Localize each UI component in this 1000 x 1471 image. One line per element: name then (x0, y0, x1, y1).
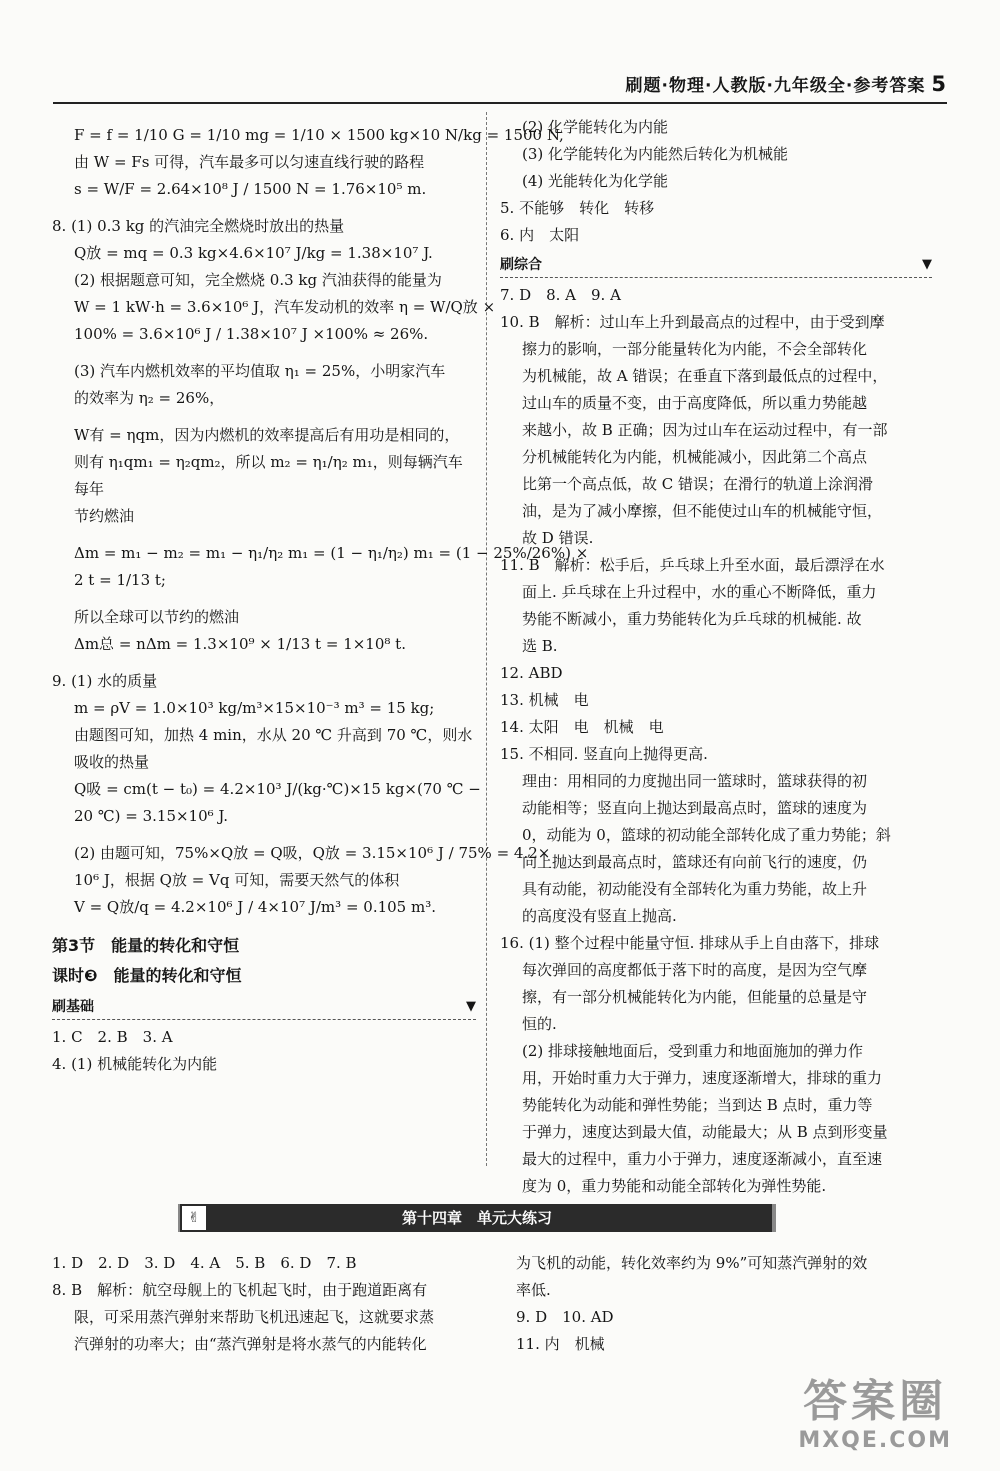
chapter-banner (178, 1204, 776, 1232)
answer-line: m = ρV = 1.0×10³ kg/m³×15×10⁻³ m³ = 15 kg; (74, 699, 435, 717)
basic-practice-heading: 刷基础 ▼ (52, 995, 476, 1020)
triangle-down-icon: ▼ (922, 257, 932, 272)
banner-title: 第十四章 单元大练习 (401, 1209, 552, 1227)
answer-line: 势能转化为动能和弹性势能；当到达 B 点时，重力等 (522, 1096, 873, 1114)
answer-line: 于弹力，速度达到最大值，动能最大；从 B 点到形变量 (522, 1123, 888, 1141)
answer-line: (4) 光能转化为化学能 (522, 172, 669, 190)
lesson-title: 课时❸ 能量的转化和守恒 (52, 966, 242, 985)
answer-line: 由题图可知，加热 4 min，水从 20 ℃ 升高到 70 ℃，则水 (74, 726, 473, 744)
answer-line: 理由：用相同的力度抛出同一篮球时，篮球获得的初 (522, 772, 868, 790)
watermark-text: 答案圈 (803, 1376, 948, 1427)
answer-line: 为机械能，故 A 错误；在垂直下落到最低点的过程中， (522, 367, 888, 385)
answer-line: 度为 0，重力势能和动能全部转化为弹性势能. (522, 1177, 827, 1195)
triangle-down-icon: ▼ (466, 999, 476, 1014)
answer-item-13: 13. 机械 电 (500, 691, 589, 709)
answer-line: 则有 η₁qm₁ = η₂qm₂，所以 m₂ = η₁/η₂ m₁，则每辆汽车每年 (74, 453, 463, 498)
bottom-right-column (516, 1250, 936, 1358)
answer-line: 1. C 2. B 3. A (52, 1028, 173, 1046)
answer-line: (3) 化学能转化为内能然后转化为机械能 (522, 145, 789, 163)
answer-line: 来越小，故 B 正确；因为过山车在运动过程中，有一部 (522, 421, 888, 439)
answer-line: 故 D 错误. (522, 529, 594, 547)
page-number: 5 (931, 72, 947, 96)
answer-item-8: 8. (1) 0.3 kg 的汽油完全燃烧时放出的热量 (52, 217, 345, 235)
answer-line: 恒的. (522, 1015, 557, 1033)
answer-line: 0，动能为 0，篮球的初动能全部转化成了重力势能；斜 (522, 826, 891, 844)
answer-line: (2) 排球接触地面后，受到重力和地面施加的弹力作 (522, 1042, 864, 1060)
answer-line: 10⁶ J，根据 Q放 = Vq 可知，需要天然气的体积 (74, 871, 400, 889)
answer-line: 率低. (516, 1281, 551, 1299)
answer-line: 面上. 乒乓球在上升过程中，水的重心不断降低，重力 (522, 583, 877, 601)
answer-line: Q吸 = cm(t − t₀) = 4.2×10³ J/(kg·℃)×15 kg×(70 ℃ − (74, 780, 481, 798)
header-title: 刷题·物理·人教版·九年级全·参考答案 5 (625, 72, 947, 96)
answer-line: 为飞机的动能，转化效率约为 9%”可知蒸汽弹射的效 (516, 1254, 868, 1272)
answer-item-11: 11. B 解析：松手后，乒乓球上升至水面，最后漂浮在水 (500, 556, 885, 574)
answer-item-5: 5. 不能够 转化 转移 (500, 199, 655, 217)
answer-line: 的高度没有竖直上抛高. (522, 907, 677, 925)
answer-line: 擦，有一部分机械能转化为内能，但能量的总量是守 (522, 988, 868, 1006)
answer-line: 势能不断减小，重力势能转化为乒乓球的机械能. 故 (522, 610, 862, 628)
answer-line: 用，开始时重力大于弹力，速度逐渐增大，排球的重力 (522, 1069, 883, 1087)
answer-line: 吸收的热量 (74, 753, 150, 771)
right-column (500, 114, 932, 1200)
answer-line: 动能相等；竖直向上抛达到最高点时，篮球的速度为 (522, 799, 868, 817)
answer-item-16: 16. (1) 整个过程中能量守恒. 排球从手上自由落下，排球 (500, 934, 880, 952)
answer-line: s = W/F = 2.64×10⁸ J / 1500 N = 1.76×10⁵ m. (74, 180, 427, 198)
answer-item-6: 6. 内 太阳 (500, 226, 580, 244)
answer-line: 9. D 10. AD (516, 1308, 614, 1326)
comprehensive-heading: 刷综合 ▼ (500, 253, 932, 278)
answer-line: 具有动能，初动能没有全部转化为重力势能，故上升 (522, 880, 868, 898)
answer-line: 由 W = Fs 可得，汽车最多可以匀速直线行驶的路程 (74, 153, 425, 171)
answer-line: 每次弹回的高度都低于落下时的高度，是因为空气摩 (522, 961, 868, 979)
answer-line: Δm = m₁ − m₂ = m₁ − η₁/η₂ m₁ = (1 − η₁/η₂) m₁ = (1 − 25%/26%) × (74, 544, 589, 562)
answer-line: 7. D 8. A 9. A (500, 286, 621, 304)
answer-line: 20 ℃) = 3.15×10⁶ J. (74, 807, 229, 825)
answer-item-9: 9. (1) 水的质量 (52, 672, 158, 690)
answer-line: 向上抛达到最高点时，篮球还有向前飞行的速度，仍 (522, 853, 868, 871)
answer-item-10: 10. B 解析：过山车上升到最高点的过程中，由于受到摩 (500, 313, 885, 331)
answer-line: 最大的过程中，重力小于弹力，速度逐渐减小，直至速 (522, 1150, 883, 1168)
answer-line: Q放 = mq = 0.3 kg×4.6×10⁷ J/kg = 1.38×10⁷ J. (74, 244, 433, 262)
watermark-url: MXQE.COM (798, 1428, 952, 1453)
section-title: 第3节 能量的转化和守恒 (52, 936, 240, 955)
logo-icon: ✌ (180, 1204, 208, 1232)
answer-line: Δm总 = nΔm = 1.3×10⁹ × 1/13 t = 1×10⁸ t. (74, 635, 406, 653)
answer-line: 节约燃油 (74, 507, 135, 525)
answer-line: (2) 化学能转化为内能 (522, 118, 669, 136)
answer-item-12: 12. ABD (500, 664, 563, 682)
answer-line: W = 1 kW·h = 3.6×10⁶ J，汽车发动机的效率 η = W/Q放 × (74, 298, 496, 316)
answer-line: 100% = 3.6×10⁶ J / 1.38×10⁷ J ×100% ≈ 26%. (74, 325, 429, 343)
answer-line: 1. D 2. D 3. D 4. A 5. B 6. D 7. B (52, 1254, 357, 1272)
answer-line: 比第一个高点低，故 C 错误；在滑行的轨道上涂润滑 (522, 475, 874, 493)
answer-line: 2 t = 1/13 t; (74, 571, 166, 589)
answer-line: (3) 汽车内燃机效率的平均值取 η₁ = 25%，小明家汽车 (74, 362, 446, 380)
answer-line: 过山车的质量不变，由于高度降低，所以重力势能越 (522, 394, 868, 412)
answer-line: 油，是为了减小摩擦，但不能使过山车的机械能守恒， (522, 502, 883, 520)
bottom-left-column (52, 1250, 476, 1358)
answer-line: 4. (1) 机械能转化为内能 (52, 1055, 218, 1073)
column-divider (486, 112, 487, 1166)
answer-line: W有 = ηqm，因为内燃机的效率提高后有用功是相同的， (74, 426, 460, 444)
answer-line: 擦力的影响，一部分能量转化为内能，不会全部转化 (522, 340, 868, 358)
page-header (53, 68, 947, 104)
answer-line: 所以全球可以节约的燃油 (74, 608, 240, 626)
answer-line: 限，可采用蒸汽弹射来帮助飞机迅速起飞，这就要求蒸 (74, 1308, 435, 1326)
answer-line: 11. 内 机械 (516, 1335, 605, 1353)
answer-line: V = Q放/q = 4.2×10⁶ J / 4×10⁷ J/m³ = 0.105 m³. (74, 898, 436, 916)
answer-line: 选 B. (522, 637, 558, 655)
answer-item-8: 8. B 解析：航空母舰上的飞机起飞时，由于跑道距离有 (52, 1281, 428, 1299)
answer-item-15: 15. 不相同. 竖直向上抛得更高. (500, 745, 708, 763)
answer-item-14: 14. 太阳 电 机械 电 (500, 718, 664, 736)
watermark-logo (798, 1376, 952, 1453)
answer-line: 汽弹射的功率大；由“蒸汽弹射是将水蒸气的内能转化 (74, 1335, 427, 1353)
answer-line: 分机械能转化为内能，机械能减小，因此第二个高点 (522, 448, 868, 466)
answer-line: F = f = 1/10 G = 1/10 mg = 1/10 × 1500 kg×10 N/kg = 1500 N, (74, 126, 564, 144)
answer-line: 的效率为 η₂ = 26%， (74, 389, 225, 407)
answer-line: (2) 由题可知，75%×Q放 = Q吸，Q放 = 3.15×10⁶ J / 75% = 4.2× (74, 844, 551, 862)
answer-line: (2) 根据题意可知，完全燃烧 0.3 kg 汽油获得的能量为 (74, 271, 442, 289)
